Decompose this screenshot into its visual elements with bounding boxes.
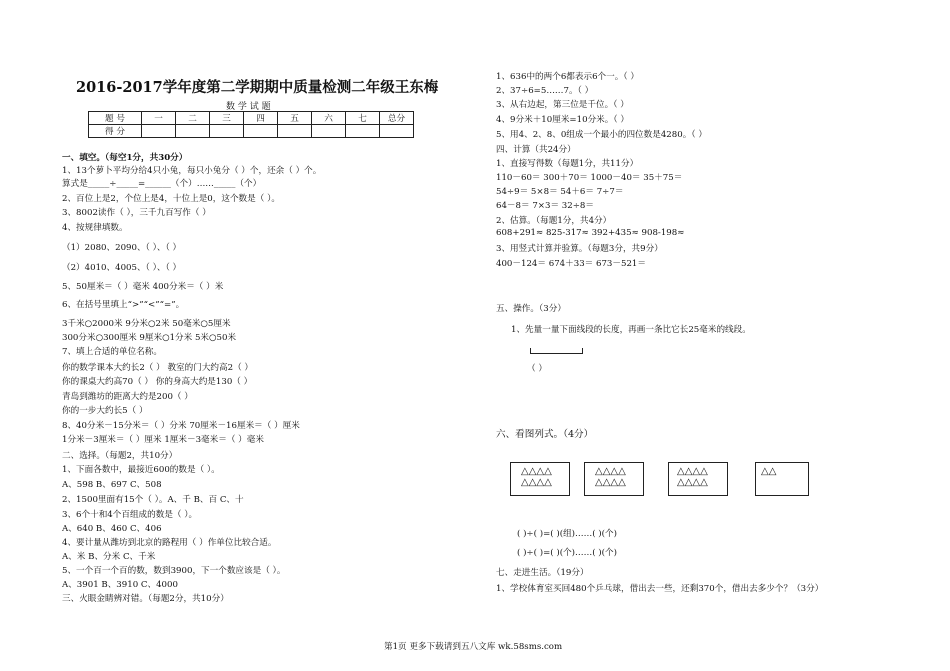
score-table xyxy=(88,111,414,138)
score-cell: 总分 xyxy=(380,112,414,125)
question-line: 4、9分米＋10厘米=10分米。（ ） xyxy=(496,115,629,125)
question-line: 2、37÷6=5……7。（ ） xyxy=(496,86,594,96)
question-line: 3、8002读作（ ），三千九百写作（ ） xyxy=(62,208,211,218)
score-table-header-row xyxy=(89,112,414,125)
page-footer: 第1页 更多下载请到五八文库 wk.58sms.com xyxy=(384,642,563,652)
question-line: 110－60＝ 300＋70＝ 1000－40＝ 35＋75＝ xyxy=(496,173,683,183)
section5-question: 1、先量一量下面线段的长度，再画一条比它长25毫米的线段。 xyxy=(511,325,751,335)
question-line: 4、按规律填数。 xyxy=(62,223,128,233)
section6-title: 六、看图列式。（4分） xyxy=(496,429,594,440)
score-cell: 六 xyxy=(312,112,346,125)
question-line: 你的数学课本大约长2（ ） 教室的门大约高2（ ） xyxy=(62,363,254,373)
question-line: 二、选择。（每题2，共10分） xyxy=(62,451,178,461)
segment-answer[interactable]: （ ） xyxy=(527,364,547,374)
question-line: 54÷9＝ 5×8＝ 54＋6＝ 7÷7＝ xyxy=(496,187,624,197)
score-cell: 七 xyxy=(346,112,380,125)
question-line: 四、计算（共24分） xyxy=(496,145,576,155)
question-line: 2、1500里面有15个（ ）。A、千 B、百 C、十 xyxy=(62,495,244,505)
question-line: 1分米－3厘米＝（ ）厘米 1厘米－3毫米＝（ ）毫米 xyxy=(62,435,264,445)
question-line: A、米 B、分米 C、千米 xyxy=(62,552,156,562)
question-line: 三、火眼金睛辨对错。（每题2分，共10分） xyxy=(62,594,229,604)
score-cell: 五 xyxy=(278,112,312,125)
equation-2[interactable]: ( )÷( )=( )(个)……( )(个) xyxy=(517,548,617,558)
question-line: 300分米○300厘米 9厘米○1分米 5米○50米 xyxy=(62,333,237,343)
question-line: 1、636中的两个6都表示6个一。（ ） xyxy=(496,72,639,82)
triangle-box xyxy=(510,462,570,496)
score-cell[interactable] xyxy=(244,125,278,138)
score-cell[interactable] xyxy=(312,125,346,138)
question-line: 1、13个萝卜平均分给4只小兔，每只小兔分（ ）个，还余（ ）个。 xyxy=(62,166,322,176)
score-cell: 二 xyxy=(176,112,210,125)
section7-title: 七、走进生活。（19分） xyxy=(496,568,589,578)
equation-1[interactable]: ( )÷( )=( )(组)……( )(个) xyxy=(517,529,617,539)
question-line: 一、填空。（每空1分，共30分） xyxy=(62,153,188,163)
score-cell[interactable] xyxy=(278,125,312,138)
question-line: 青岛到潍坊的距离大约是200（ ） xyxy=(62,392,193,402)
question-line: 4、要计量从潍坊到北京的路程用（ ）作单位比较合适。 xyxy=(62,538,277,548)
score-cell: 一 xyxy=(142,112,176,125)
triangles: △△△△ △△△△ xyxy=(521,466,552,488)
triangle-box xyxy=(755,462,809,496)
triangles: △△△△ △△△△ xyxy=(677,466,708,488)
question-line: 8、40分米－15分米＝（ ）分米 70厘米－16厘米＝（ ）厘米 xyxy=(62,421,300,431)
question-line: 3、从右边起，第三位是千位。（ ） xyxy=(496,100,629,110)
question-line: 7、填上合适的单位名称。 xyxy=(62,347,162,357)
question-line: 1、直接写得数（每题1分，共11分） xyxy=(496,159,639,169)
question-line: A、640 B、460 C、406 xyxy=(62,524,162,534)
triangles: △△△△ △△△△ xyxy=(595,466,626,488)
score-cell: 四 xyxy=(244,112,278,125)
section5-title: 五、操作。（3分） xyxy=(496,304,566,314)
score-cell: 三 xyxy=(210,112,244,125)
question-line: 5、50厘米＝（ ）毫米 400分米＝（ ）米 xyxy=(62,282,224,292)
score-cell: 题 号 xyxy=(89,112,142,125)
section7-question: 1、学校体育室买回480个乒乓球，借出去一些，还剩370个，借出去多少个？（3分） xyxy=(496,584,824,594)
question-line: 3千米○2000米 9分米○2米 50毫米○5厘米 xyxy=(62,319,231,329)
question-line: 算式是_____÷_____=______（个）……_____（个） xyxy=(62,179,262,189)
question-line: 5、用4、2、8、0组成一个最小的四位数是4280。（ ） xyxy=(496,130,707,140)
question-line: 5、一个百一个百的数，数到3900，下一个数应该是（ ）。 xyxy=(62,566,286,576)
score-cell[interactable] xyxy=(210,125,244,138)
subtitle: 数 学 试 题 xyxy=(226,102,271,112)
question-line: （2）4010、4005、（ ）、（ ） xyxy=(62,263,182,273)
question-line: 2、百位上是2，个位上是4，十位上是0，这个数是（ ）。 xyxy=(62,194,280,204)
question-line: 2、估算。（每题1分，共4分） xyxy=(496,216,612,226)
score-cell[interactable] xyxy=(346,125,380,138)
question-line: 你的一步大约长5（ ） xyxy=(62,406,148,416)
score-cell[interactable] xyxy=(142,125,176,138)
question-line: 你的课桌大约高70（ ） 你的身高大约是130（ ） xyxy=(62,377,253,387)
question-line: 64－8＝ 7×3＝ 32÷8＝ xyxy=(496,201,594,211)
score-table-row xyxy=(89,125,414,138)
page-title: 2016-2017学年度第二学期期中质量检测二年级王东梅 xyxy=(76,79,439,96)
triangles: △△ xyxy=(761,466,777,477)
question-line: A、598 B、697 C、508 xyxy=(62,480,162,490)
question-line: 3、6个十和4个百组成的数是（ ）。 xyxy=(62,510,198,520)
score-cell[interactable] xyxy=(380,125,414,138)
question-line: 6、在括号里填上“>”“<”“=”。 xyxy=(62,300,185,310)
score-cell[interactable] xyxy=(176,125,210,138)
score-cell: 得 分 xyxy=(89,125,142,138)
triangle-box xyxy=(668,462,728,496)
triangle-box xyxy=(584,462,644,496)
question-line: 3、用竖式计算并验算。（每题3分，共9分） xyxy=(496,244,663,254)
question-line: （1）2080、2090、（ ）、（ ） xyxy=(62,243,182,253)
question-line: A、3901 B、3910 C、4000 xyxy=(62,580,178,590)
question-line: 1、下面各数中，最接近600的数是（ ）。 xyxy=(62,465,220,475)
question-line: 608+291≈ 825-317≈ 392+435≈ 908-198≈ xyxy=(496,228,685,238)
question-line: 400－124＝ 674＋33＝ 673－521＝ xyxy=(496,259,646,269)
